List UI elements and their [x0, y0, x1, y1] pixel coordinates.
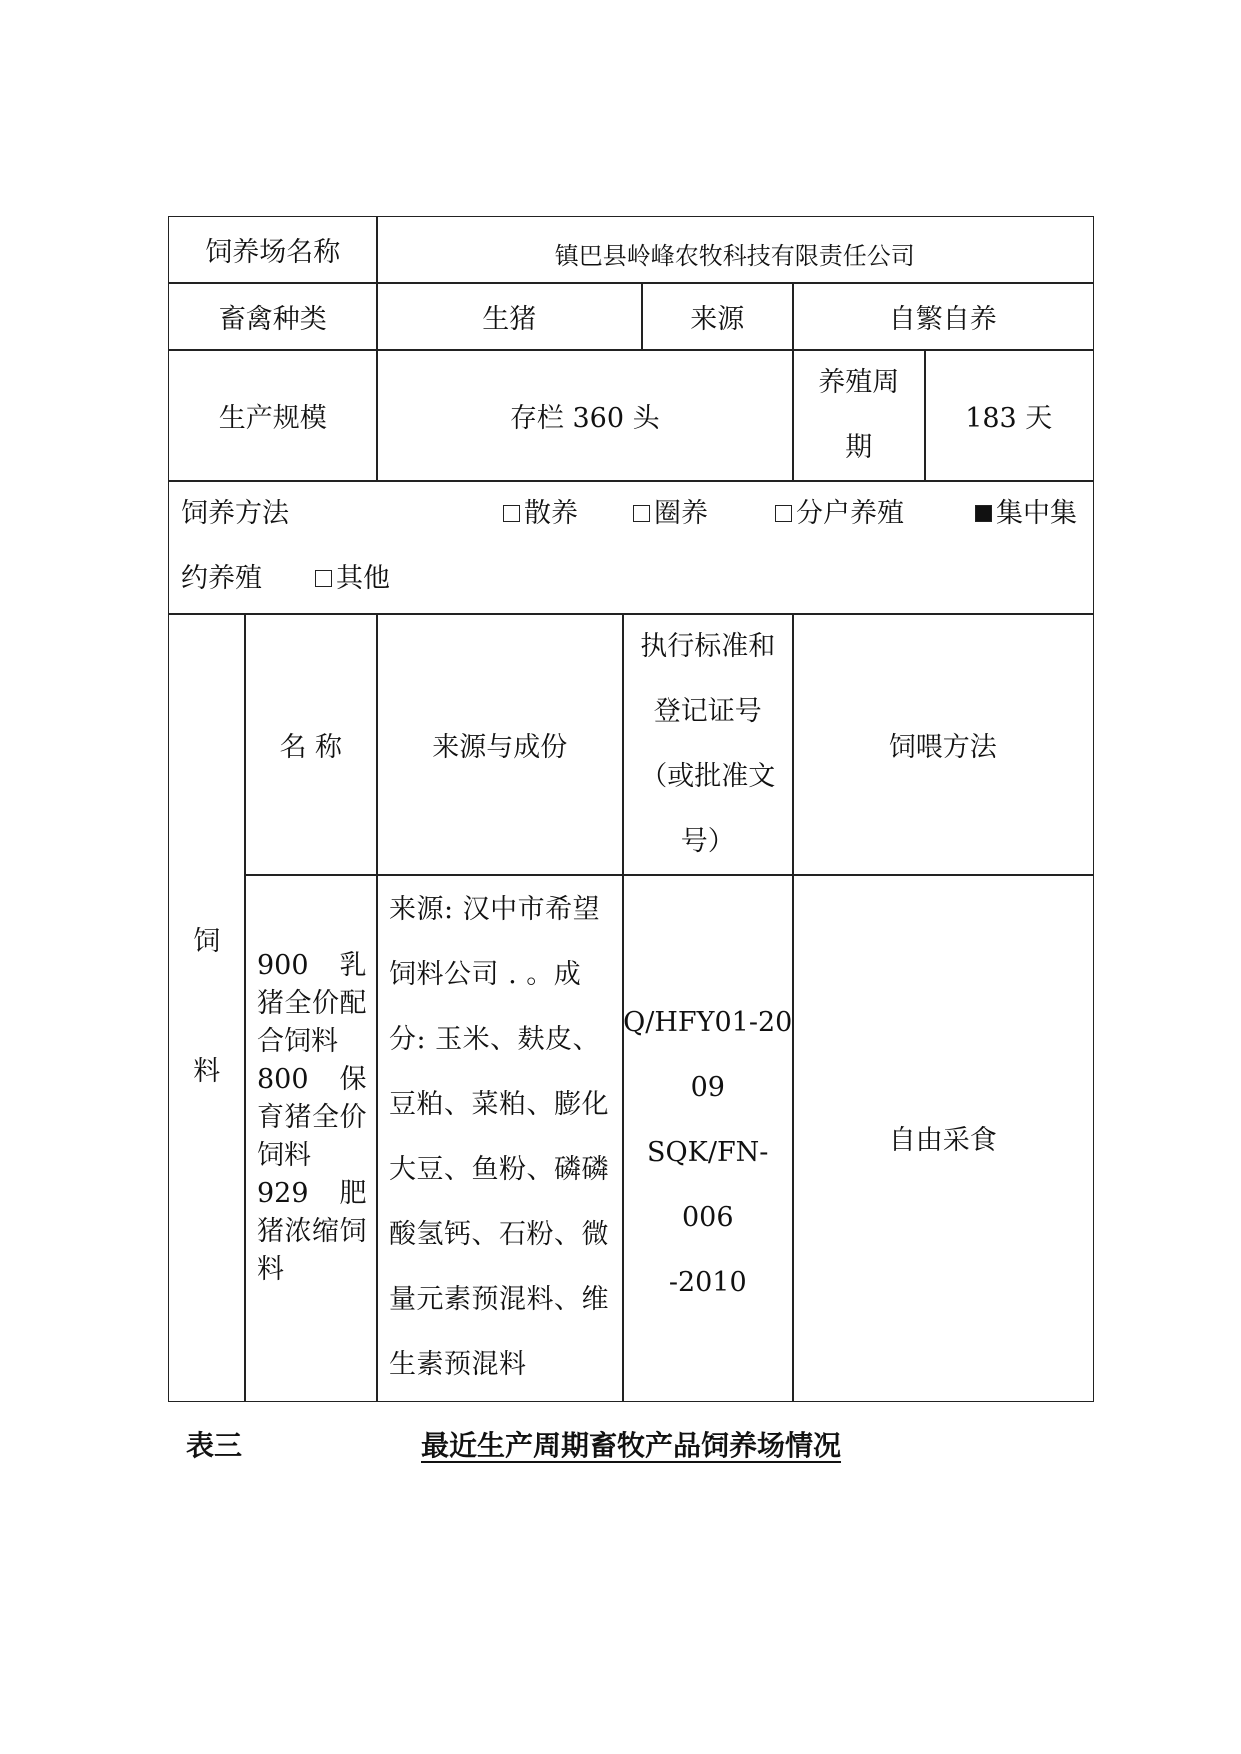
feed-standard-line: Q/HFY01-20 [623, 1007, 793, 1038]
feed-names-cell [244, 874, 378, 1402]
feed-source-cell [376, 874, 624, 1402]
method-line-1 [181, 481, 1093, 546]
farm-name-value-cell [376, 216, 1094, 284]
method-option-4[interactable] [975, 481, 1077, 546]
source-value-cell [792, 282, 1094, 351]
empty-checkbox-icon [633, 505, 650, 522]
feed-section-label-cell [168, 613, 246, 1402]
feed-header-feeding-cell [792, 613, 1094, 876]
scale-value: 存栏 360 头 [509, 402, 660, 434]
feed-standard-line: -2010 [668, 1267, 747, 1298]
feed-header-feeding: 饲喂方法 [888, 731, 997, 763]
species-value: 生猪 [482, 303, 537, 335]
feed-standard-codes [623, 990, 793, 1315]
feed-names-list [257, 947, 367, 1289]
feed-standard-cell [622, 874, 794, 1402]
method-wrap-text: 约养殖 [181, 563, 262, 594]
method-label: 饲养方法 [181, 498, 289, 529]
feed-header-standard-cell [622, 613, 794, 876]
feed-header-name-cell [244, 613, 378, 876]
scale-value-cell [376, 349, 794, 482]
feed-header-standard [640, 614, 775, 874]
method-line-2 [181, 546, 1093, 611]
feed-method: 自由采食 [888, 1125, 997, 1157]
caption-label: 表三 [186, 1429, 243, 1462]
method-option-2[interactable] [633, 481, 708, 546]
method-option-1[interactable] [503, 481, 578, 546]
species-label: 畜禽种类 [218, 303, 327, 335]
feed-section-label [193, 877, 220, 1137]
method-option-5[interactable] [315, 546, 390, 611]
scale-label: 生产规模 [218, 402, 327, 434]
checked-box-icon [975, 505, 992, 522]
method-option-3[interactable] [775, 481, 904, 546]
scale-label-cell [168, 349, 378, 482]
feed-header-source-cell [376, 613, 624, 876]
cycle-label-line2: 期 [845, 432, 873, 464]
cycle-value: 183 天 [965, 402, 1053, 434]
empty-checkbox-icon [315, 570, 332, 587]
feed-name-item: 929 肥猪浓缩饲料 [257, 1177, 367, 1285]
farm-name-value: 镇巴县岭峰农牧科技有限责任公司 [554, 242, 915, 271]
feed-header-name: 名 称 [279, 731, 343, 763]
source-value: 自繁自养 [888, 303, 997, 335]
empty-checkbox-icon [503, 505, 520, 522]
farm-name-label: 饲养场名称 [205, 237, 341, 269]
cycle-value-cell [924, 349, 1094, 482]
method-option-label: 散养 [524, 498, 578, 529]
source-label: 来源 [690, 303, 745, 335]
method-option-label: 其他 [336, 563, 390, 594]
feed-standard-line: SQK/FN-006 [647, 1137, 769, 1233]
species-value-cell [376, 282, 643, 351]
feed-standard-line: 09 [690, 1072, 725, 1103]
table-caption [186, 1424, 1090, 1468]
method-cell [168, 480, 1094, 615]
cycle-label-line1: 养殖周 [818, 367, 900, 399]
feed-header-standard-line: （或批准文 [640, 761, 776, 793]
method-option-label: 集中集 [996, 498, 1077, 529]
feed-header-standard-line: 号） [680, 826, 735, 858]
feed-method-cell [792, 874, 1094, 1402]
feed-name-item: 900 乳猪全价配合饲料 [257, 949, 367, 1057]
method-option-label: 圈养 [654, 498, 708, 529]
source-label-cell [641, 282, 794, 351]
feed-header-standard-line: 登记证号 [653, 696, 762, 728]
feed-source-text: 来源: 汉中市希望饲料公司 . 。成分: 玉米、麸皮、豆粕、菜粕、膨化大豆、鱼粉、磷磷酸氢钙、石粉、微量元素预混料、维生素预混料 [389, 894, 609, 1380]
cycle-label [818, 350, 899, 480]
feed-header-standard-line: 执行标准和 [640, 631, 776, 663]
cycle-label-cell [792, 349, 926, 482]
farm-name-label-cell [168, 216, 378, 284]
feed-label-char-1: 饲 [193, 926, 221, 958]
method-option-label: 分户养殖 [796, 498, 904, 529]
feed-name-item: 800 保育猪全价饲料 [257, 1063, 367, 1171]
empty-checkbox-icon [775, 505, 792, 522]
species-label-cell [168, 282, 378, 351]
feed-header-source: 来源与成份 [432, 731, 568, 763]
caption-title: 最近生产周期畜牧产品饲养场情况 [421, 1429, 842, 1462]
feed-label-char-2: 料 [193, 1056, 221, 1088]
